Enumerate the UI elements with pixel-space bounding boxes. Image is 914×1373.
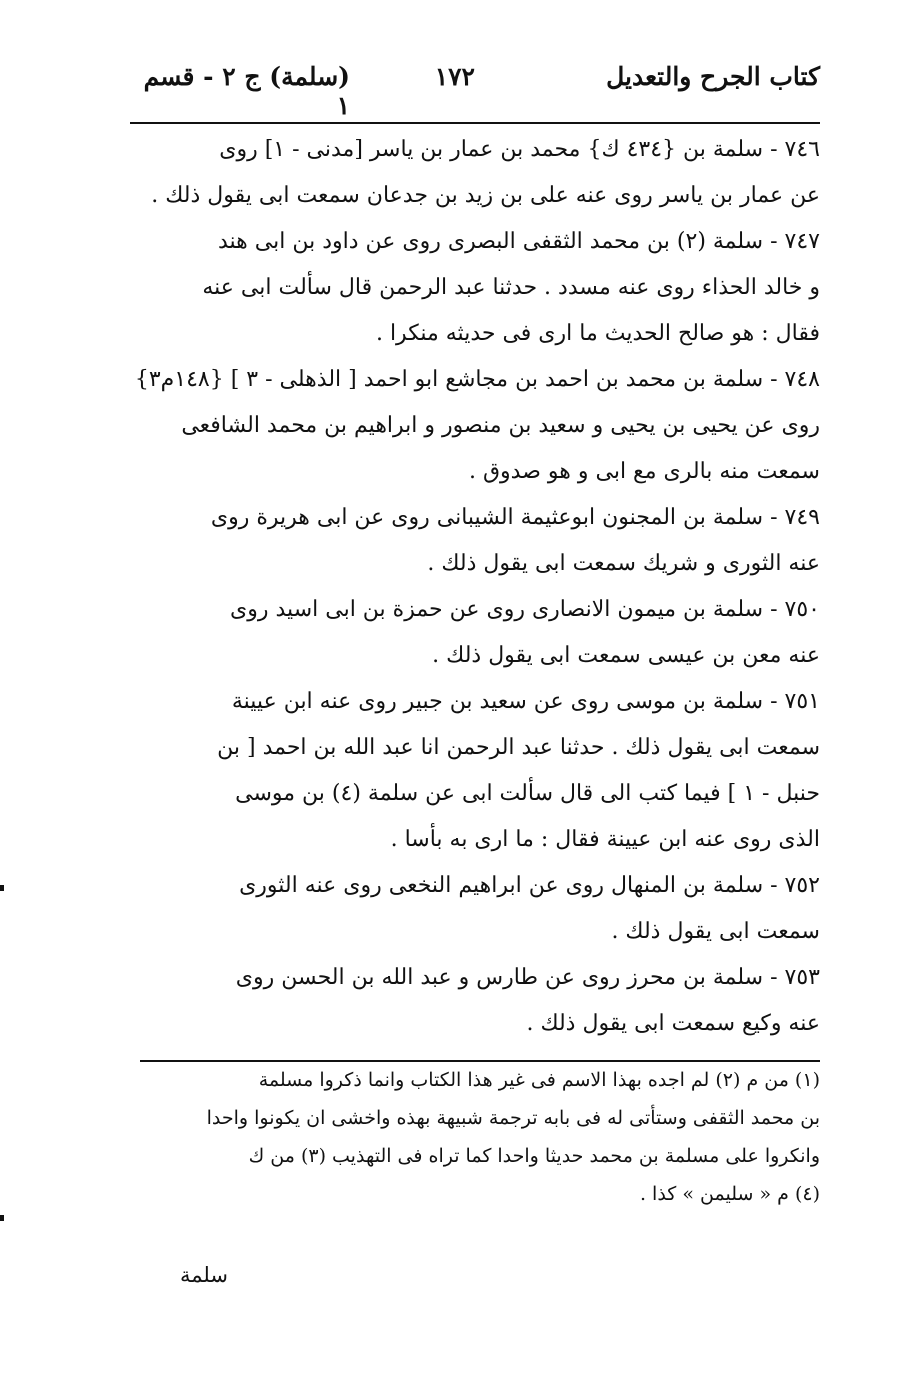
entry-751	[130, 680, 820, 864]
entry-line: ٧٥١ - سلمة بن موسى روى عن سعيد بن جبير روى عنه ابن عيينة	[231, 689, 820, 714]
entry-750	[130, 588, 820, 680]
entry-753	[130, 956, 820, 1048]
entry-749	[130, 496, 820, 588]
entry-line: الذى روى عنه ابن عيينة فقال : ما ارى به بأسا .	[390, 827, 820, 852]
entry-line: عنه وكيع سمعت ابى يقول ذلك .	[526, 1011, 820, 1036]
entry-line: عنه معن بن عيسى سمعت ابى يقول ذلك .	[432, 643, 820, 668]
footnote-line: (٤) م « سليمن » كذا .	[639, 1183, 820, 1205]
entry-line: سمعت ابى يقول ذلك .	[611, 919, 820, 944]
entry-line: سمعت ابى يقول ذلك . حدثنا عبد الرحمن انا عبد الله بن احمد [ بن	[217, 735, 820, 760]
running-header	[140, 58, 820, 120]
section-part: (سلمة) ج ٢ - قسم ١	[143, 62, 350, 120]
entry-line: سمعت منه بالرى مع ابى و هو صدوق .	[469, 459, 820, 484]
scan-mark	[0, 885, 4, 891]
entry-line: ٧٤٦ - سلمة بن {٤٣٤ ك} محمد بن عمار بن ياسر [مدنى - ١] روى	[219, 137, 820, 162]
entries-list	[130, 128, 820, 1048]
scan-mark	[0, 1215, 4, 1221]
entry-752	[130, 864, 820, 956]
entry-line: عنه الثورى و شريك سمعت ابى يقول ذلك .	[427, 551, 820, 576]
entry-746	[130, 128, 820, 220]
entry-line: ٧٥٣ - سلمة بن محرز روى عن طارس و عبد الله بن الحسن روى	[235, 965, 820, 990]
book-title: كتاب الجرح والتعديل	[606, 62, 820, 91]
entry-line: و خالد الحذاء روى عنه مسدد . حدثنا عبد الرحمن قال سألت ابى عنه	[202, 275, 820, 300]
entry-line: فقال : هو صالح الحديث ما ارى فى حديثه منكرا .	[375, 321, 820, 346]
entry-line: عن عمار بن ياسر روى عنه على بن زيد بن جدعان سمعت ابى يقول ذلك .	[151, 183, 820, 208]
catchword: سلمة	[180, 1263, 228, 1287]
entry-line: ٧٤٨ - سلمة بن محمد بن احمد بن مجاشع ابو احمد [ الذهلى - ٣ ] {١٤٨م٣}	[134, 367, 820, 392]
page-number: ١٧٢	[434, 62, 475, 91]
entry-line: ٧٤٧ - سلمة (٢) بن محمد الثقفى البصرى روى عن داود بن ابى هند	[218, 229, 820, 254]
footnote-line: بن محمد الثقفى وستأتى له فى بابه ترجمة شبيهة بهذه واخشى ان يكونوا واحدا	[206, 1107, 820, 1129]
entry-line: ٧٥٢ - سلمة بن المنهال روى عن ابراهيم النخعى روى عنه الثورى	[239, 873, 820, 898]
entry-line: روى عن يحيى بن يحيى و سعيد بن منصور و ابراهيم بن محمد الشافعى	[181, 413, 820, 438]
entry-line: ٧٥٠ - سلمة بن ميمون الانصارى روى عن حمزة بن ابى اسيد روى	[230, 597, 820, 622]
footnotes	[130, 1062, 820, 1214]
footnote-line: (١) من م (٢) لم اجده بهذا الاسم فى غير هذا الكتاب وانما ذكروا مسلمة	[258, 1069, 820, 1091]
entry-748	[130, 358, 820, 496]
header-rule	[130, 122, 820, 124]
footnote-line: وانكروا على مسلمة بن محمد حديثا واحدا كما تراه فى التهذيب (٣) من ك	[248, 1145, 820, 1167]
entry-747	[130, 220, 820, 358]
entry-line: حنبل - ١ ] فيما كتب الى قال سألت ابى عن سلمة (٤) بن موسى	[235, 781, 820, 806]
entry-line: ٧٤٩ - سلمة بن المجنون ابوعثيمة الشيبانى روى عن ابى هريرة روى	[210, 505, 820, 530]
